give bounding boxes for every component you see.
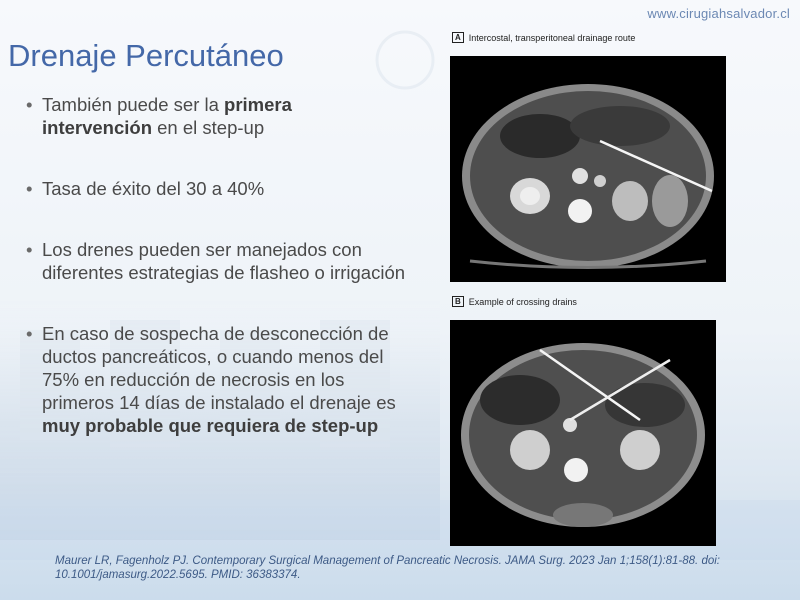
bullet-item-first-intervention (26, 93, 406, 139)
figure-a-caption (452, 32, 635, 43)
bullet-bold-text: primera intervención (42, 94, 292, 138)
ct-scan-image-b (450, 320, 716, 546)
slide-title: Drenaje Percutáneo (8, 38, 284, 73)
bullet-item-success-rate (26, 177, 406, 200)
bullet-text: Tasa de éxito del 30 a 40% (42, 178, 265, 199)
figure-a-label: A (452, 32, 464, 43)
bullet-item-drain-management (26, 238, 406, 284)
bullet-list (26, 93, 406, 437)
ct-scan-image-a (450, 56, 726, 282)
figure-b-caption (452, 296, 577, 307)
bullet-text: También puede ser la (42, 94, 225, 115)
bullet-dot-icon: • (26, 94, 33, 115)
figure-b-caption-text: Example of crossing drains (468, 296, 577, 307)
bullet-dot-icon: • (26, 178, 33, 199)
bullet-dot-icon: • (26, 239, 33, 260)
figure-a-caption-text: Intercostal, transperitoneal drainage route (468, 32, 636, 43)
bullet-item-step-up (26, 322, 406, 437)
bullet-bold-text: muy probable que requiera de step-up (42, 415, 379, 436)
bullet-text: En caso de sospecha de desconección de ductos pancreáticos, o cuando menos del 75% en reducción de necrosis en los primeros 14 días de instalado el drenaje es (42, 323, 396, 413)
figure-b-label: B (452, 296, 464, 307)
bullet-text: en el step-up (152, 117, 265, 138)
site-url: www.cirugiahsalvador.cl (647, 6, 790, 21)
citation-reference: Maurer LR, Fagenholz PJ. Contemporary Surgical Management of Pancreatic Necrosis. JAMA Surg. 2023 Jan 1;158(1):81-88. doi: 10.1001/jamasurg.2022.5695. PMID: 36383374. (55, 555, 720, 581)
bullet-dot-icon: • (26, 323, 33, 344)
bullet-text: Los drenes pueden ser manejados con diferentes estrategias de flasheo o irrigación (42, 239, 406, 283)
